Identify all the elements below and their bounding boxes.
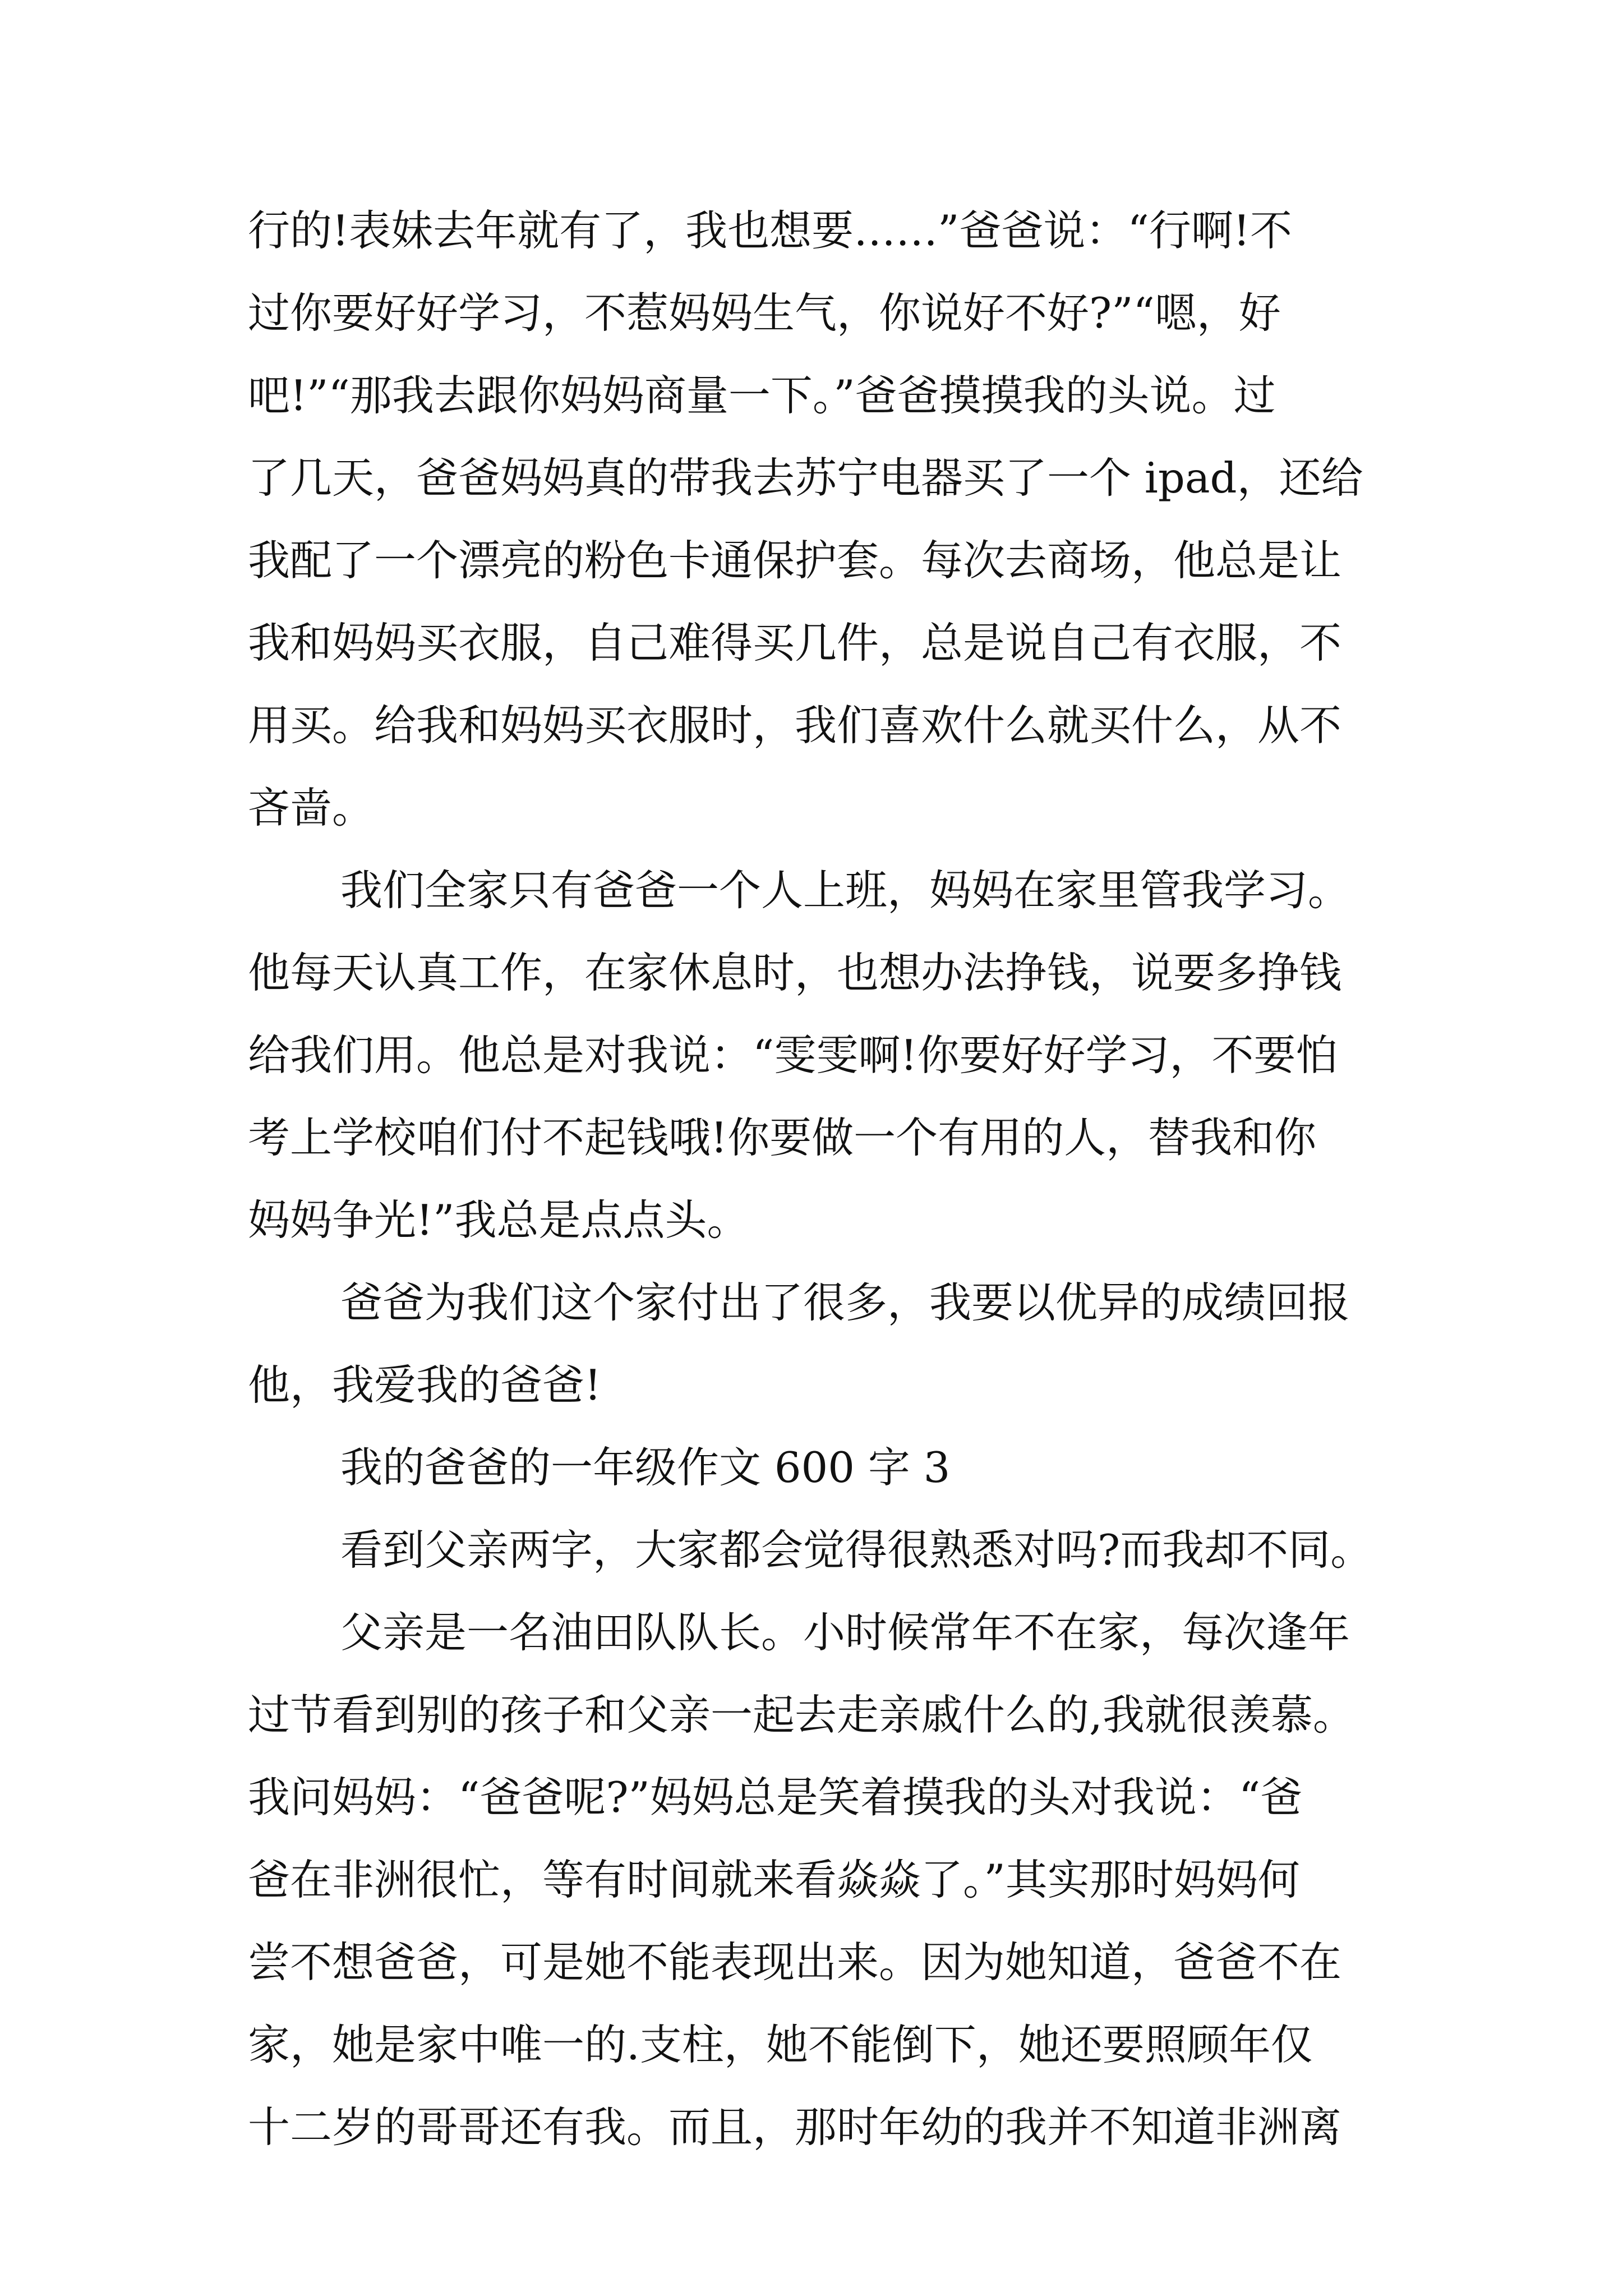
text-line: 十二岁的哥哥还有我。而且，那时年幼的我并不知道非洲离 — [248, 2102, 1342, 2152]
text-line: 我们全家只有爸爸一个人上班，妈妈在家里管我学习。 — [340, 866, 1350, 915]
text-line: 吧!”“那我去跟你妈妈商量一下。”爸爸摸摸我的头说。过 — [248, 371, 1276, 420]
text-line: 父亲是一名油田队队长。小时候常年不在家，每次逢年 — [340, 1608, 1350, 1657]
text-line: 爸爸为我们这个家付出了很多，我要以优异的成绩回报 — [340, 1278, 1350, 1327]
text-line: 家，她是家中唯一的.支柱，她不能倒下，她还要照顾年仅 — [248, 2020, 1313, 2069]
text-line: 他每天认真工作，在家休息时，也想办法挣钱，说要多挣钱 — [248, 948, 1342, 997]
text-line: 过节看到别的孩子和父亲一起去走亲戚什么的,我就很羡慕。 — [248, 1690, 1355, 1740]
text-line: 我的爸爸的一年级作文 600 字 3 — [340, 1443, 951, 1492]
text-line: 他，我爱我的爸爸! — [248, 1360, 602, 1410]
text-line: 爸在非洲很忙，等有时间就来看焱焱了。”其实那时妈妈何 — [248, 1855, 1300, 1904]
text-line: 用买。给我和妈妈买衣服时，我们喜欢什么就买什么，从不 — [248, 701, 1342, 750]
text-line: 看到父亲两字，大家都会觉得很熟悉对吗?而我却不同。 — [340, 1525, 1373, 1575]
document-body — [248, 190, 1448, 2169]
text-line: 行的!表妹去年就有了，我也想要……”爸爸说：“行啊!不 — [248, 206, 1292, 255]
text-line: 给我们用。他总是对我说：“雯雯啊!你要好好学习，不要怕 — [248, 1030, 1338, 1080]
text-line: 尝不想爸爸，可是她不能表现出来。因为她知道，爸爸不在 — [248, 1938, 1342, 1987]
text-line: 我问妈妈：“爸爸呢?”妈妈总是笑着摸我的头对我说：“爸 — [248, 1773, 1303, 1822]
text-line: 妈妈争光!”我总是点点头。 — [248, 1195, 749, 1245]
text-line: 吝啬。 — [248, 783, 375, 832]
text-line: 我配了一个漂亮的粉色卡通保护套。每次去商场，他总是让 — [248, 536, 1342, 585]
text-line: 考上学校咱们付不起钱哦!你要做一个有用的人，替我和你 — [248, 1113, 1317, 1162]
text-line: 我和妈妈买衣服，自己难得买几件，总是说自己有衣服，不 — [248, 618, 1342, 668]
text-line: 了几天，爸爸妈妈真的带我去苏宁电器买了一个 ipad，还给 — [248, 453, 1363, 503]
text-line: 过你要好好学习，不惹妈妈生气，你说好不好?”“嗯，好 — [248, 288, 1281, 338]
